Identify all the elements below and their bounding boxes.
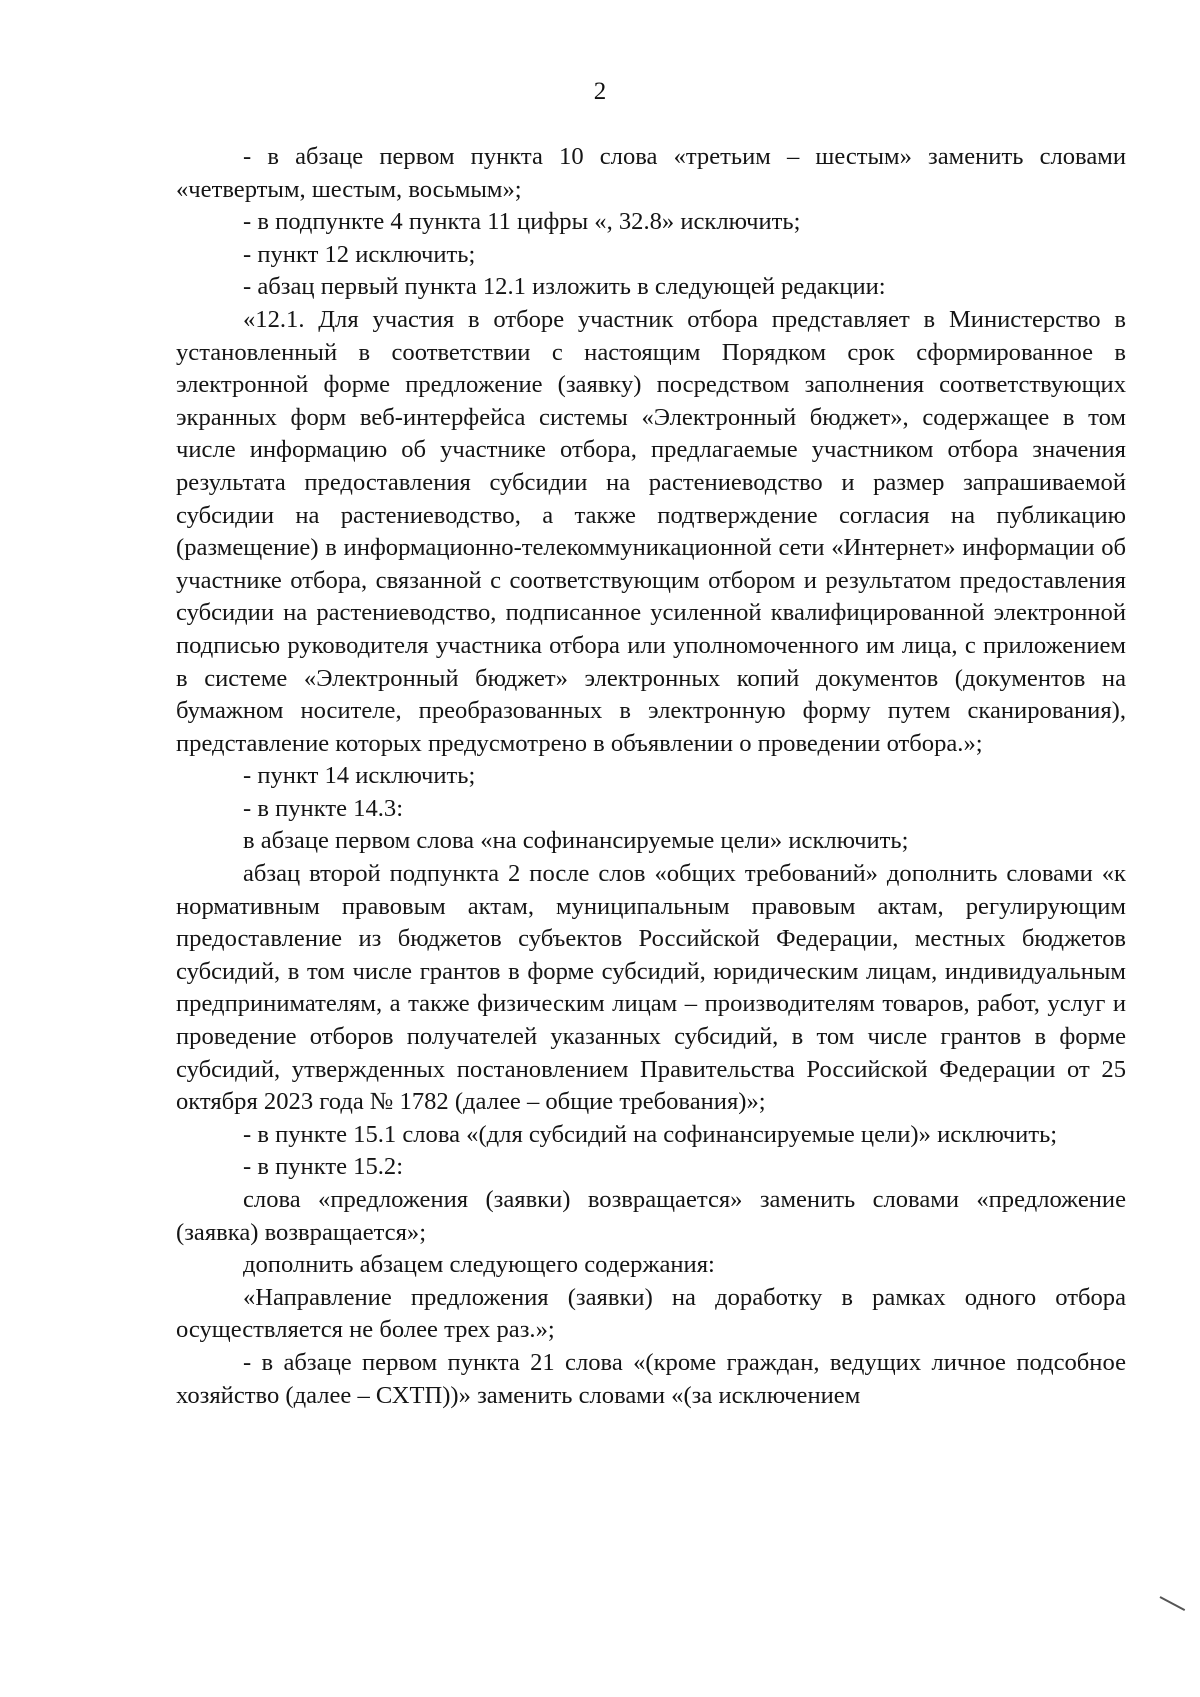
paragraph: - в пункте 15.1 слова «(для субсидий на софинансируемые цели)» исключить; [243,1120,1058,1148]
paragraph: «Направление предложения (заявки) на доработку в рамках одного отбора осуществляется не более трех раз.»; [176,1283,1126,1344]
paragraph: слова «предложения (заявки) возвращается» заменить словами «предложение (заявка) возвращается»; [176,1186,1126,1246]
paragraph: «12.1. Для участия в отборе участник отбора представляет в Министерство в установленный в соответствии с настоящим Порядком срок сформированное в электронной форме предложение (заявку) посредством заполнения соответствующих экранных форм веб-интерфейса системы «Электронный бюджет», содержащее в том числе информацию об участнике отбора, предлагаемые участником отбора значения результата предоставления субсидии на растениеводство и размер запрашиваемой субсидии на растениеводство, а также подтверждение согласия на публикацию (размещение) в информационно-телекоммуникационной сети «Интернет» информации об участнике отбора, связанной с соответствующим отбором и результатом предоставления субсидии на растениеводство, подписанное усиленной квалифицированной электронной подписью руководителя участника отбора или уполномоченного им лица, с приложением в системе «Электронный бюджет» электронных копий документов (документов на бумажном носителе, преобразованных в электронную форму путем сканирования), представление которых предусмотрено в объявлении о проведении отбора.»; [176,305,1126,757]
paragraph: дополнить абзацем следующего содержания: [243,1251,715,1279]
paragraph: - абзац первый пункта 12.1 изложить в следующей редакции: [243,273,886,301]
paragraph: - в пункте 15.2: [243,1153,404,1181]
document-body [176,141,1126,1412]
paragraph: - пункт 14 исключить; [243,762,476,790]
paragraph: - в абзаце первом пункта 10 слова «третьим – шестым» заменить словами «четвертым, шестым, восьмым»; [176,143,1126,203]
paragraph: - в подпункте 4 пункта 11 цифры «, 32.8» исключить; [243,208,801,236]
paragraph: - пункт 12 исключить; [243,240,476,268]
page-number: 2 [593,78,607,105]
paragraph: в абзаце первом слова «на софинансируемые цели» исключить; [243,827,909,855]
paragraph: абзац второй подпункта 2 после слов «общих требований» дополнить словами «к нормативным правовым актам, муниципальным правовым актам, регулирующим предоставление из бюджетов субъектов Российской Федерации, местных бюджетов субсидий, в том числе грантов в форме субсидий, юридическим лицам, индивидуальным предпринимателям, а также физическим лицам – производителям товаров, работ, услуг и проведение отборов получателей указанных субсидий, в том числе грантов в форме субсидий, утвержденных постановлением Правительства Российской Федерации от 25 октября 2023 года № 1782 (далее – общие требования)»; [176,860,1126,1116]
scan-mark [1160,1596,1186,1611]
paragraph: - в пункте 14.3: [243,794,404,822]
paragraph: - в абзаце первом пункта 21 слова «(кроме граждан, ведущих личное подсобное хозяйство (далее – СХТП))» заменить словами «(за исключением [176,1348,1126,1409]
